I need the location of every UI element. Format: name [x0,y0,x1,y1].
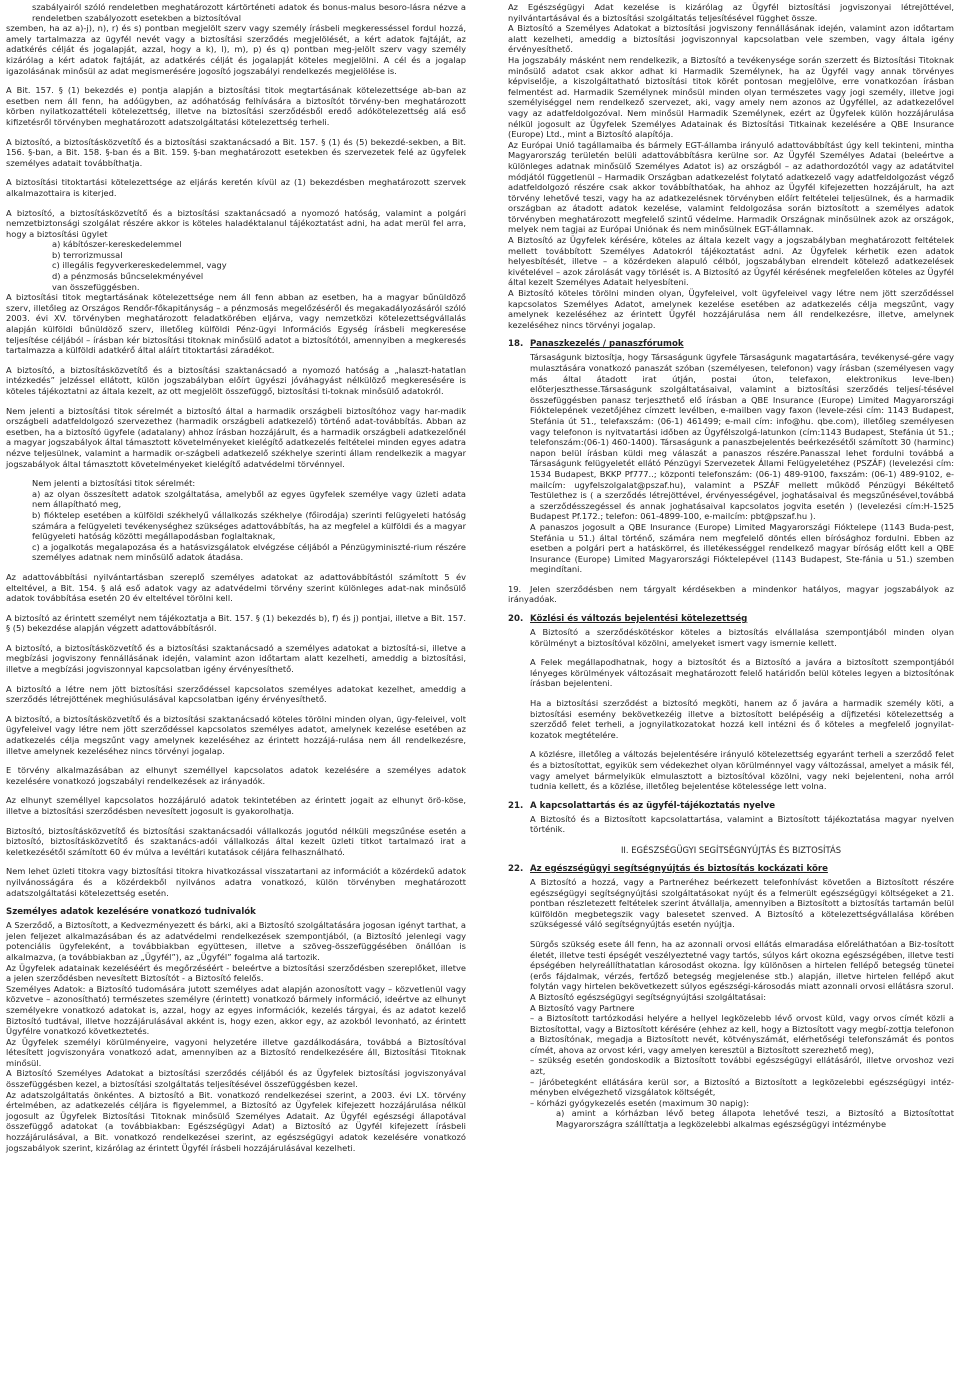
section-number: 18. [508,339,524,350]
list-item: b) fióktelep esetében a külföldi székhelyű vállalkozás székhelye (főirodája) szerinti felügyeleti hatóság számára a felügyeleti tevékenységhez szükséges adattovábbítás, ha az megfelel a külföldi és a magyar felügyeleti hatóság közötti megállapodásban foglaltaknak, [32,509,466,542]
paragraph: Ha jogszabály másként nem rendelkezik, a Biztosító a tevékenysége során szerzett és Biztosítási Titoknak minősülő adatot csak akkor adhat ki Harmadik Személynek, ha az Ügyfél vagy annak törvényes képviselője, a kiszolgáltatható biztosítási titok körét pontosan megjelölve, erre vonatkozóan írásban felmentést ad. Harmadik Személynek minősül minden olyan természetes vagy jogi személy, illetve jogi személyiséggel nem rendelkező szervezet, aki, vagy amely nem azonos az Ügyféllel, az adatkezelővel vagy az adatfeldolgozóval. Nem minősül Harmadik Személynek, ezért az Ügyfelek külön hozzájárulása nélkül jogosult az Ügyfelek Személyes Adatainak és Biztosítási Titkainak kezelésére a QBE Insurance (Europe) Ltd., mint a Biztosító alapítója. [508,54,954,140]
paragraph: Társaságunk biztosítja, hogy Társaságunk ügyfele Társaságunk magatartására, tevékenysé-gére vagy mulasztására vonatkozó panaszát szóban (személyesen, telefonon) vagy írásban (személyesen vagy más által átadott irat útján, postai úton, telefaxon, elektronikus leve-lben) előterjeszthesse.Társaságunk szolgáltatásaival, valamint a biztosítási szerződés teljesí-tésével összefüggésben panasz terjeszthető elő írásban a QBE Insurance (Europe) Limited Magyarországi Fióktelepének vezetőjéhez címzett levélben, e-mailben vagy faxon (levele-zési cím: 1143 Budapest, Stefánia út 51., telefaxszám: (06-1) 461499; e-mail cím: info@hu. qbe.com), illetőleg személyesen vagy telefonon is nyitvatartási időben az Ügyfélszolgá-latunkon (cím:1143 Budapest, Stefánia út 51.; telefonszám:(06-1) 460-1400). Társaságunk a panaszbejelentés beérkezésétől számított 30 (harminc) napon belül írásban küldi meg válaszát a panaszos részére.Panasszal lehet fordulni továbbá a Társaságunk felügyeletét ellátó Pénzügyi Szervezetek Állami Felügyeletéhez (PSZÁF) (levelezési cím: 1534 Budapest, BKKP Pf777..; központi telefonszám: (06-1) 489-9100, faxszám: (06-1) 489-9102, e-mailcím: ugyfelszolgalat@pszaf.hu), valamint a PSZÁF mellett működő Pénzügyi Békéltető Testülethez is ( a szerződés létrejöttével, érvényességével, joghatásaival és megszűnésével,továbbá a szerződésszegéssel és annak joghatásaival kapcsolatos jogvita esetén ) (levelezési cím:H-1525 Budapest Pf.172.; telefon: 061-4899-100, e-mailcím: pbt@pszaf.hu ). [530,352,954,522]
paragraph: Az adattovábbítási nyilvántartásban szereplő személyes adatokat az adattovábbítástól számított 5 év elteltével, a Bit. 154. § alá eső adatok vagy az adatvédelmi törvény szerint különleges adat-nak minősülő adatok továbbítása esetén 20 év elteltével törölni kell. [6,571,466,604]
paragraph: Az Európai Unió tagállamaiba és bármely EGT-államba irányuló adattovábbítást úgy kell tekinteni, mintha Magyarország területén belüli adattovábbításra kerülne sor. Az Ügyfél Személyes Adatai (beleértve a különleges adatnak minősülő Személyes Adatot is) az országból – az adathordozótól vagy az adatátvitel módjától függetlenül – Harmadik Országban adatkezelést folytató adatkezelő vagy adatfeldolgozást végző adatfeldolgozó részére csak akkor továbbíthatóak, ha ahhoz az Ügyfél kifejezetten hozzájárult, ha azt törvény lehetővé teszi, vagy ha az adatkezelésnek törvényben előírt feltételei teljesülnek, és a harmadik országban az átadott adatok kezelése, valamint feldolgozása során biztosított a személyes adatok törvényben meghatározott megfelelő szintű védelme. Harmadik Országnak minősülnek azok az országok, melyek nem tagjai az Európai Uniónak és nem minősülnek EGT-államnak. [508,139,954,235]
section-number: 22. [508,863,524,874]
right-column [508,2,954,1130]
list-item: d) a pénzmosás bűncselekményével [52,271,204,282]
section-20-body [508,627,954,792]
list-item: – járóbetegként ellátására kerül sor, a Biztosító a Biztosított a legközelebbi egészségügyi intéz-ményben elvégezhető vizsgálatok költségét, [530,1076,954,1098]
paragraph: A Biztosító és a Biztosított kapcsolattartása, valamint a Biztosított tájékoztatása magyar nyelven történik. [530,813,954,835]
section-number: 19. [508,583,522,594]
list-item: c) illegális fegyverkereskedelemmel, vagy [52,260,227,271]
paragraph: A közlésre, illetőleg a változás bejelentésére irányuló kötelezettség egyaránt terheli a szerződő felet és a biztosítottat, egyikük sem védekezhet olyan körülménnyel vagy változással, amelyet a másik fél, vagy amelyet bármelyikük elmulasztott a biztosítóval közölni, vagy neki bejelenteni, noha arról tudnia kellett, és a közlése, illetőleg bejelentése kötelessége lett volna. [530,749,954,792]
paragraph: A Biztosító vagy Partnere [530,1002,635,1013]
paragraph: szemben, ha az a)-j), n), r) és s) pontban megjelölt szerv vagy személy írásbeli megkeresséssel fordul hozzá, amely tartalmazza az ügyfél nevét vagy a biztosítási szerződés megjelölését, a kért adatok fajtáját, az adatkérés célját és jogalapját, azzal, hogy a k), l), m), p) és q) pontban meg-jelölt szerv vagy személy kizárólag a kért adatok fajtáját, az adatkérés célját és jogalapját köteles megjelölni. A cél és a jogalap igazolásának minősül az adat megismerésére jogosító jogszabályi rendelkezés megjelölése is. [6,23,466,76]
list-item: c) a jogalkotás megalapozása és a hatásvizsgálatok elvégzése céljából a Pénzügyminiszté-rium részére személyes adatnak nem minősülő adatok átadása. [32,541,466,563]
paragraph: A biztosító az érintett személyt nem tájékoztatja a Bit. 157. § (1) bekezdés b), f) és j) pontjai, illetve a Bit. 157. § (5) bekezdése alapján végzett adattovábbításról. [6,612,466,634]
paragraph: E törvény alkalmazásában az elhunyt személlyel kapcsolatos adatok kezelésére a személyes adatok kezelésére vonatkozó jogszabályi rendelkezések az irányadók. [6,765,466,786]
section-21-body [508,814,954,835]
paragraph: A biztosítási titok megtartásának kötelezettsége nem áll fenn abban az esetben, ha a magyar bűnüldöző szerv, illetőleg az Országos Rendőr-főkapitányság – a pénzmosás megelőzéséről és megakadályozásáról szóló 2003. évi XV. törvényben meghatározott feladatkörében eljárva, vagy nemzetközi kötelezettségvállalás alapján külföldi bűnüldöző szerv, illetőleg külföldi Pénz-ügyi Információs Egység írásbeli megkeresése teljesítése céljából – írásban kér biztosítási titoknak minősülő adatot a biztosítótól, amennyiben a megkeresés tartalmazza a külföldi adatkérő által aláírt titoktartási záradékot. [6,292,466,356]
paragraph: A biztosító, a biztosításközvetítő és a biztosítási szaktanácsadó köteles törölni minden olyan, ügy-feleivel, volt ügyfeleivel vagy létre nem jött szerződéssel kapcsolatos személyes adatot, amelynek kezelése esetében az adatkezelés célja megszűnt vagy amelynek kezeléséhez az érintett hozzájá-rulása nem áll rendelkezésre, illetve amelynek kezeléséhez nincs törvényi jogalap. [6,713,466,756]
list-item: van összefüggésben. [52,281,140,292]
paragraph: A Biztosító a szerződéskötéskor köteles a biztosítás elvállalása szempontjából minden olyan körülményt a biztosítóval közölni, amelyeket ismert vagy ismernie kellett. [530,627,954,648]
section-title: Panaszkezelés / panaszfórumok [530,339,684,350]
left-column [6,2,466,1153]
list-item: a) amint a kórházban lévő beteg állapota lehetővé teszi, a Biztosító a Biztosítottat Magyarországra szállíttatja a legközelebbi alkalmas egészségügyi intézménybe [556,1108,954,1130]
paragraph: Nem jelenti a biztosítási titok sérelmét a biztosító által a harmadik országbeli biztosítóhoz vagy har-madik országbeli adatfeldolgozó szervezethez (harmadik országbeli adatkezelő) történő adat-továbbítás. Abban az esetben, ha a biztosító ügyfele (adatalany) ahhoz írásban hozzájárult, és a harmadik országbeli adatkezelőnél a magyar jogszabályok által támasztott követelményeket kielégítő adatkezelés feltételei minden egyes adatra nézve teljesülnek, valamint a harmadik or-szágbeli adatkezelő székhelye szerinti állam rendelkezik a magyar jogszabályok által támasztott követelményeket kielégítő adatvédelmi törvénnyel. [6,405,466,469]
paragraph: Sürgős szükség esete áll fenn, ha az azonnali orvosi ellátás elmaradása előreláthatóan a Biz-tosított életét, illetve testi épségét veszélyeztetné vagy tartós, súlyos kárt okozna egészségében, illetve testi épségében helyreállíthatatlan károsodást okozna. Így különösen a hirtelen fellépő betegség tünetei (erős fájdalmak, vérzés, fertőző betegség megjelenése stb.) alapján, illetve hirtelen fellépő akut folytán vagy hirtelen bekövetkezett súlyos egészségi-károsodás miatt azonnali orvosi ellátásra szorul. [530,938,954,992]
data-handling-continued [508,2,954,330]
paragraph: Az adatszolgáltatás önkéntes. A biztosító a Bit. vonatkozó rendelkezései szerint, a 2003. évi LX. törvény értelmében, az adatkezelés céljára is figyelemmel, a Biztosító az Ügyfelek kifejezett hozzájárulása nélkül jogosult az Ügyfelek Biztosítási Titoknak minősülő Személyes Adatait. Az Ügyfél egészségi állapotával összefüggő adatokat (a továbbiakban: Egészségügyi Adat) a Biztosító az Ügyfél kifejezett írásbeli hozzájárulásával, a Bit. vonatkozó rendelkezései szerint, az egészségügyi adatok kezelésére vonatkozó jogszabályok szerint, kizárólag az érintett Ügyfél írásbeli hozzájárulásával kezelheti. [6,1089,466,1153]
list-item: – kórházi gyógykezelés esetén (maximum 30 napig): [530,1097,750,1108]
paragraph: A biztosító, a biztosításközvetítő és a biztosítási szaktanácsadó a személyes adatokat a biztosítá-si, illetve a megbízási jogviszony fennállásának idején, valamint azon időtartam alatt kezelheti, ameddig a biztosítási, illetve a megbízási jogviszonnyal kapcsolatban igény érvényesíthető. [6,642,466,675]
paragraph: A biztosító a létre nem jött biztosítási szerződéssel kapcsolatos személyes adatokat kezelhet, ameddig a szerződés létrejöttének meghiúsulásával kapcsolatban igény érvényesíthető. [6,683,466,705]
paragraph: Ha a biztosítási szerződést a biztosító megköti, hanem az ő javára a harmadik személy köti, a biztosítási esemény bekövetkezéig illetve a biztosított belépéséig a díjfizetési kötelezettség a szerződő felet terheli, a jognyilatkozatokat hozzá kell intézni és ő köteles a megfelelő jognyilat-kozatok megtételére. [530,698,954,740]
paragraph: A Bit. 157. § (1) bekezdés e) pontja alapján a biztosítási titok megtartásának kötelezettsége ab-ban az esetben nem áll fenn, ha adóügyben, az adóhatóság felhívására a biztosítót törvény-ben meghatározott körben nyilatkozattételi kötelezettség, illetve na biztosítási szerződésből eredő adókötelezettség alá eső kifizetésről törvényben meghatározott adatszolgáltatási kötelezettség terheli. [6,85,466,127]
paragraph: Az Ügyfelek személyi körülményeire, vagyoni helyzetére illetve gazdálkodására, továbbá a Biztosítóval létesített jogviszonyára vonatkozó adat, amennyiben az a Biztosító rendelkezésére áll, Biztosítási Titoknak minősül. [6,1036,466,1068]
section-18-body [508,352,954,574]
paragraph: Az elhunyt személlyel kapcsolatos hozzájáruló adatok tekintetében az érintett jogait az elhunyt örö-köse, illetve a biztosítási szerződésben nevesített jogosult is gyakorolhatja. [6,795,466,816]
section-number: 21. [508,800,524,811]
paragraph: A biztosítási titoktartási kötelezettsége az eljárás keretén kívül az (1) bekezdésben meghatározott szervek alkalmazottaira is kiterjed. [6,177,466,198]
section-title: Az egészségügyi segítségnyújtás és biztosítás kockázati köre [530,863,828,874]
section-heading: Személyes adatok kezelésére vonatkozó tudnivalók [6,907,256,918]
section-number: 20. [508,614,524,625]
list-exceptions [6,489,466,563]
paragraph: Az Egészségügyi Adat kezelése is kizárólag az Ügyfél biztosítási jogviszonyai létrejöttével, nyilvántartásával és a biztosítási szolgáltatás teljesítésével függhet össze. [508,2,954,23]
paragraph: A panaszos jogosult a QBE Insurance (Europe) Limited Magyarországi Fióktelepe (1143 Buda-pest, Stefánia u 51.) által történő, számára nem megfelelő döntés ellen bírósághoz fordulni. Ebben az esetben a polgári pert a hatáskörrel, és illetékességgel rendelkező magyar bíróság előtt kell a QBE Insurance (Europe) Limited Magyarországi Fióktelepével (1143 Budapest, Ste-fánia u 51.) szemben megindítani. [530,521,954,575]
list-item: – szükség esetén gondoskodik a Biztosított további egészségügyi ellátásáról, illetve orvoshoz vezi azt, [530,1055,954,1077]
section-title: Közlési és változás bejelentési kötelezettség [530,614,748,625]
chapter-title: II. EGÉSZSÉGÜGYI SEGÍTSÉGNYÚJTÁS ÉS BIZTOSÍTÁS [620,844,842,855]
paragraph: Nem lehet üzleti titokra vagy biztosítási titokra hivatkozással visszatartani az információt a közérdekű adatok nyilvánosságára és a közérdekből nyilvános adatra vonatkozó, külön törvényben meghatározott adatszolgáltatási kötelezettség esetén. [6,866,466,898]
section-title: A kapcsolattartás és az ügyfél-tájékoztatás nyelve [530,800,776,811]
list-item: – a Biztosított tartózkodási helyére a hellyel legközelebb lévő orvost küld, vagy orvos címét közli a Biztosítottal, vagy a Biztosított kérésére (ehhez az kell, hogy a Biztosított vagy megbí-zottja telefonon a Biztosítónak, megadja a Biztosított nevét, kötvényszámát, elérhetőségi telefonszámát és pontos címét, ahova az orvost kéri, vagy amelyen keresztül a Biztosított szerezhető meg), [530,1013,954,1055]
list-item: a) kábítószer-kereskedelemmel [52,239,182,250]
paragraph: Nem jelenti a biztosítási titok sérelmét: [32,478,196,489]
paragraph: A biztosító, a biztosításközvetítő és a biztosítási szaktanácsadó a nyomozó hatóság, valamint a polgári nemzetbiztonsági szolgálat részére akkor is köteles haladéktalanul tájékoztatást adni, ha adat merül fel arra, hogy a biztosítási ügylet [6,207,466,239]
list-item: a) az olyan összesített adatok szolgáltatása, amelyből az egyes ügyfelek személye vagy üzleti adata nem állapítható meg, [32,488,466,510]
paragraph: A Biztosító Személyes Adatokat a biztosítási szerződés céljából és az Ügyfelek biztosítási jogviszonyával összefüggésben kezel, a biztosítási szolgáltatás teljesítésével összefüggésben kezel. [6,1068,466,1090]
paragraph: A biztosító, a biztosításközvetítő és a biztosítási szaktanácsadó a Bit. 157. § (1) és (5) bekezdé-sekben, a Bit. 156. §-ban, a Bit. 158. §-ban és a Bit. 159. §-ban meghatározott esetekben és szervezetek felé az ügyfelek személyes adatait továbbíthatja. [6,136,466,168]
paragraph: A Biztosító a hozzá, vagy a Partneréhez beérkezett telefonhívást követően a Biztosított részére egészségügyi segítségnyújtási szolgáltatásokat nyújt és a felmerült egészségügyi költségeket a 21. pontban részletezett feltételek szerint átvállalja, amennyiben a Biztosított a biztosítás tartamán belül külföldön megbetegszik vagy balesetet szenved. A Biztosító a kötelezettségvállalása körében szükségessé váló segítségnyújtás esetén nyújtja. [530,876,954,930]
paragraph: Biztosító, biztosításközvetítő és biztosítási szaktanácsadói vállalkozás jogutód nélküli megszűnése esetén a biztosító, biztosításközvetítő és szaktanács-adói vállalkozás által kezelt üzleti titkot tartalmazó irat a keletkezésétől számított 60 év múlva a levéltári kutatások céljára felhasználható. [6,825,466,857]
paragraph: A Szerződő, a Biztosított, a Kedvezményezett és bárki, aki a Biztosító szolgáltatására jogosan igényt tarthat, a jelen feljezet alkalmazásában és az adatvédelmi rendelkezések szempontjából, (a Biztosító jelenlegi vagy potenciális ügyfeleként, a továbbiakban együttesen, illetve a szöveg-összefüggésében önállóan is alkalmazva, (a továbbiakban az „Ügyfél”), az „Ügyfél” fogalma alá tartozik. [6,920,466,962]
paragraph: A Biztosító a Személyes Adatokat a biztosítási jogviszony fennállásának idején, valamint azon időtartam alatt kezelheti, ameddig a biztosítási jogviszonnyal kapcsolatban vele szemben, vagy általa igény érvényesíthető. [508,23,954,55]
section-21-heading [508,801,954,812]
section-20-heading [508,614,954,625]
paragraph: szabályairól szóló rendeletben meghatározott kártörténeti adatok és bonus-malus besoro-lásra nézve a rendeletben szabályozott esetekben a biztosítóval [32,2,466,23]
paragraph: Személyes Adatok: a Biztosító tudomására jutott személyes adat alapján azonosított vagy – közvetlenül vagy közvetve – azonosítható) természetes személyre (érintett) vonatkozó bármely információ, ideértve az elhunyt személyekre vonatkozó adatokat is, azzal, hogy az egyes információk, kezelés tárgyai, és az adatot kezelő Biztosító tudtával, illetve hozzájárulásával akként is, hogy ezen, akkor egy, az azokból levonható, az érintett Ügyfélre vonatkozó következtetés. [6,983,466,1037]
paragraph: A Biztosító az Ügyfelek kérésére, köteles az általa kezelt vagy a jogszabályban meghatározott feltételek mellett továbbított Személyes Adatokról tájékoztatást adni. Az Ügyfelek kérhetik ezen adatok helyesbítését, illetve – a közérdeken alapuló célból, jogszabályban elrendelt kötelező adatkezelések kivételével – azok zárolását vagy törlését is. A Biztosító az Ügyfél kérésének megfelelően köteles az Ügyfél által kezelt Személyes Adatait helyesbíteni. [508,235,954,288]
section-22-body [508,877,954,1130]
list-item: b) terrorizmussal [52,249,123,260]
personal-data-section [6,920,466,1153]
paragraph: A Felek megállapodhatnak, hogy a biztosítót és a Biztosító a javára a biztosított szempontjából lényeges körülmények változásait meghatározott felelő határidőn belül köteles legyen a biztosítónak írásban bejelenteni. [530,657,954,689]
section-18-heading [508,339,954,350]
section-text: Jelen szerződésben nem tárgyalt kérdésekben a mindenkor hatályos, magyar jogszabályok az irányadóak. [508,583,954,605]
paragraph: A biztosító, a biztosításközvetítő és a biztosítási szaktanácsadó a nyomozó hatóság a „halaszt-hatatlan intézkedés” jelzéssel ellátott, külön jogszabályban előírt ügyészi jóváhagyást nélkülöző megkeresésére is köteles tájékoztatni az általa kezelt, az ott megjelölt összefüggő, biztosítási ti-toknak minősülő adatokról. [6,364,466,396]
paragraph: A Biztosító köteles törölni minden olyan, Ügyfeleivel, volt ügyfeleivel vagy létre nem jött szerződéssel kapcsolatos Személyes Adatot, amelynek kezelése esetében az adatkezelés célja megszűnt, vagy amelynek kezeléséhez az érintett Ügyfél hozzájárulása nem áll rendelkezésre, illetve, amelynek kezeléséhez nincs törvényi jogalap. [508,288,954,330]
paragraph: A Biztosító egészségügyi segítségnyújtási szolgáltatásai: [530,991,766,1002]
section-19 [508,584,954,605]
section-22-heading [508,864,954,875]
list-crimes [6,239,466,292]
paragraph: Az Ügyfelek adatainak kezeléséért és megőrzéséért - beleértve a biztosítási szerződésben szereplőket, illetve a jelen szerződésben nevesített Biztosítót - a Biztosító felelős. [6,962,466,984]
